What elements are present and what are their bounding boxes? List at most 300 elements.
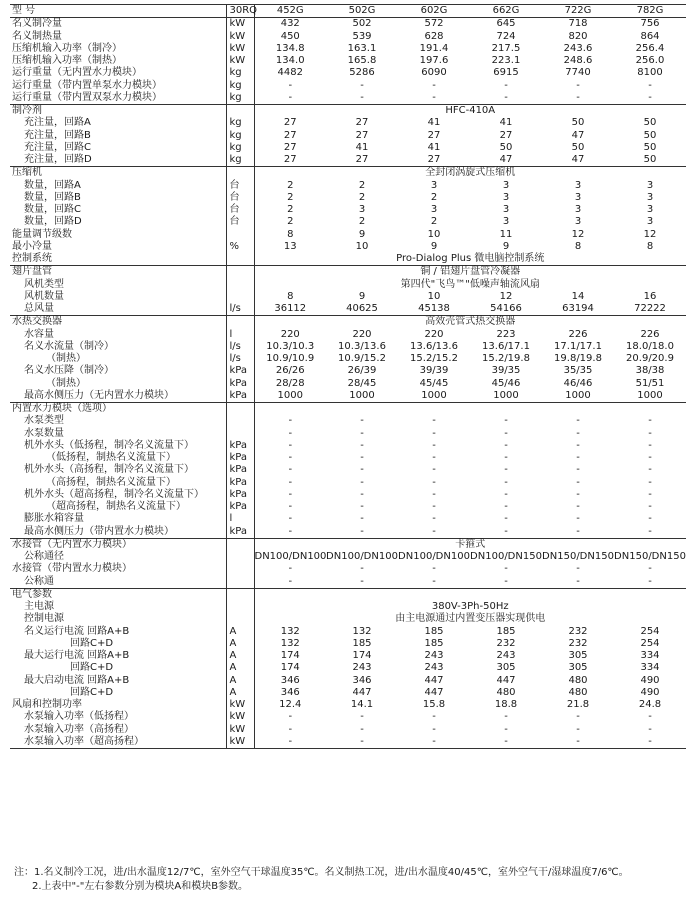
unit: A	[226, 638, 254, 650]
value-502g: 27	[355, 117, 369, 129]
row-label: 运行重量（无内置水力模块）	[10, 67, 226, 79]
value-502g: 27	[355, 129, 369, 141]
value-602g: 2	[430, 191, 438, 203]
value-602g: 197.6	[419, 55, 449, 67]
value-662g: -	[504, 415, 508, 427]
value-722g: 305	[568, 662, 588, 674]
value-602g: 39/39	[419, 365, 449, 377]
value-782g: 490	[640, 674, 660, 686]
merged-value: 高效壳管式热交换器	[425, 316, 516, 328]
table-row	[10, 736, 686, 749]
value-722g: -	[576, 427, 580, 439]
value-452g: 2	[287, 179, 294, 191]
value-602g: -	[432, 501, 436, 513]
value-602g: -	[432, 427, 436, 439]
value-662g: 12	[499, 290, 513, 302]
value-662g: 6915	[493, 67, 519, 79]
value-722g: 12	[571, 228, 585, 240]
value-722g: DN150/DN150	[542, 551, 614, 563]
table-row	[10, 403, 686, 416]
value-782g: -	[648, 723, 652, 735]
table-row	[10, 55, 686, 67]
value-602g: -	[432, 711, 436, 723]
value-722g: -	[576, 723, 580, 735]
unit	[226, 588, 254, 601]
value-602g: -	[432, 476, 436, 488]
row-label: 风机类型	[10, 279, 226, 291]
value-722g: -	[576, 415, 580, 427]
row-label: 压缩机输入功率（制冷）	[10, 43, 226, 55]
unit: l	[226, 329, 254, 341]
value-662g: 223.1	[491, 55, 521, 67]
value-662g: -	[470, 736, 542, 749]
value-452g: -	[254, 92, 326, 105]
value-722g: 305	[568, 650, 588, 662]
row-label: 水容量	[10, 329, 226, 341]
value-502g: 14.1	[350, 699, 374, 711]
spec-table-body	[10, 5, 686, 749]
unit: l/s	[226, 353, 254, 365]
value-782g	[614, 403, 686, 416]
value-502g: 28/45	[347, 377, 377, 389]
unit	[226, 167, 254, 180]
value-502g: 2	[358, 216, 366, 228]
value-602g: DN100/DN100	[398, 551, 470, 563]
value-602g: -	[432, 452, 436, 464]
row-label: 名义水流量（制冷）	[10, 341, 226, 353]
merged-value: Pro-Dialog Plus 微电脑控制系统	[254, 253, 686, 266]
value-722g: -	[576, 501, 580, 513]
merged-value: HFC-410A	[445, 105, 496, 117]
table-row	[10, 724, 686, 736]
value-452g: 2	[287, 191, 294, 203]
value-782g: 8	[646, 240, 654, 252]
row-label: 名义运行电流 回路A+B	[10, 626, 226, 638]
value-782g: -	[648, 452, 652, 464]
value-662g: 54166	[470, 303, 542, 316]
table-row	[10, 365, 686, 377]
value-602g: -	[398, 92, 470, 105]
value-452g: -	[288, 439, 293, 451]
row-label: 翅片盘管	[10, 266, 226, 279]
value-782g: 50	[643, 117, 657, 129]
value-722g: 46/46	[563, 377, 593, 389]
value-662g: 243	[496, 650, 516, 662]
value-722g: 3	[574, 216, 582, 228]
table-row	[10, 415, 686, 427]
table-row	[10, 266, 686, 279]
table-row	[10, 613, 686, 625]
table-row	[10, 675, 686, 687]
value-602g: -	[398, 736, 470, 749]
unit: A	[226, 675, 254, 687]
value-782g: -	[648, 501, 652, 513]
value-602g: 41	[427, 141, 441, 153]
value-722g: 17.1/17.1	[554, 340, 602, 352]
unit: kg	[226, 154, 254, 167]
table-row	[10, 538, 686, 551]
value-662g: -	[504, 513, 508, 525]
value-502g: 41	[355, 141, 369, 153]
value-662g: 217.5	[491, 42, 521, 54]
value-662g: 13.6/17.1	[482, 340, 530, 352]
row-label: 水接管（带内置水力模块）	[10, 563, 226, 575]
value-782g: 12	[643, 228, 657, 240]
value-452g: -	[254, 736, 326, 749]
value-722g	[542, 403, 614, 416]
table-row	[10, 105, 686, 118]
value-722g: 3	[574, 191, 582, 203]
value-722g: 47	[571, 129, 585, 141]
value-662g: -	[504, 723, 508, 735]
table-row	[10, 650, 686, 662]
unit: A	[226, 662, 254, 674]
value-602g: -	[432, 464, 436, 476]
unit	[226, 316, 254, 329]
value-722g: 820	[568, 30, 588, 42]
row-label: 公称通	[10, 576, 226, 589]
value-782g: 38/38	[635, 365, 665, 377]
value-722g: 3	[574, 179, 582, 191]
row-label: 水泵输入功率（低扬程）	[10, 711, 226, 723]
value-502g: 2	[358, 191, 366, 203]
value-452g: 134.8	[275, 42, 305, 54]
unit: kW	[226, 724, 254, 736]
value-782g: 8100	[637, 67, 663, 79]
value-662g: 41	[499, 117, 513, 129]
value-502g: -	[360, 464, 364, 476]
value-662g: 15.2/19.8	[482, 353, 530, 365]
value-782g: 3	[646, 191, 654, 203]
value-452g: 132	[280, 625, 300, 637]
table-row	[10, 192, 686, 204]
row-label: 水热交换器	[10, 316, 226, 329]
value-602g: 572	[424, 18, 444, 30]
unit	[226, 428, 254, 440]
value-452g: 4482	[277, 67, 303, 79]
unit: 台	[226, 180, 254, 192]
value-452g: -	[254, 526, 326, 539]
row-label: （制热）	[10, 353, 226, 365]
row-label: 压缩机	[10, 167, 226, 180]
table-row	[10, 167, 686, 180]
value-782g: 1000	[614, 390, 686, 403]
table-row	[10, 626, 686, 638]
row-label: 压缩机输入功率（制热）	[10, 55, 226, 67]
value-452g: 134.0	[275, 55, 305, 67]
notes	[14, 866, 629, 894]
value-452g: 450	[280, 30, 300, 42]
table-row	[10, 513, 686, 525]
value-502g: 27	[326, 154, 398, 167]
unit: kPa	[226, 440, 254, 452]
unit: A	[226, 626, 254, 638]
value-502g: -	[360, 488, 364, 500]
value-662g: 3	[502, 191, 510, 203]
unit: kPa	[226, 477, 254, 489]
value-502g: -	[326, 736, 398, 749]
value-782g: 226	[640, 328, 660, 340]
value-782g: -	[648, 488, 652, 500]
value-722g: -	[576, 488, 580, 500]
value-502g: 220	[352, 328, 372, 340]
value-662g: -	[504, 464, 508, 476]
value-502g: 1000	[326, 390, 398, 403]
row-label: 最小冷量	[10, 241, 226, 253]
value-722g: 50	[571, 141, 585, 153]
value-782g: -	[614, 736, 686, 749]
row-label: 回路C+D	[10, 662, 226, 674]
value-452g: 346	[280, 674, 300, 686]
value-502g: 2	[358, 179, 366, 191]
value-782g: -	[648, 439, 652, 451]
value-452g: -	[288, 452, 293, 464]
row-label: 水泵数量	[10, 428, 226, 440]
value-602g: 447	[424, 686, 444, 698]
table-row	[10, 576, 686, 589]
value-452g: 432	[280, 18, 300, 30]
value-602g: -	[432, 563, 436, 575]
value-782g: 72222	[614, 303, 686, 316]
table-row	[10, 291, 686, 303]
value-602g: 628	[424, 30, 444, 42]
unit: 30RQ	[226, 5, 254, 18]
unit: kPa	[226, 390, 254, 403]
row-label: 膨胀水箱容量	[10, 513, 226, 525]
value-452g: 36112	[254, 303, 326, 316]
unit: %	[226, 241, 254, 253]
value-452g: DN100/DN100	[254, 551, 327, 563]
unit	[226, 229, 254, 241]
value-452g: 174	[280, 650, 300, 662]
value-502g: -	[360, 563, 364, 575]
value-662g: -	[470, 576, 542, 589]
value-602g: 185	[424, 625, 444, 637]
row-label: 风机数量	[10, 291, 226, 303]
row-label: （高扬程，制热名义流量下）	[10, 477, 226, 489]
unit	[226, 551, 254, 563]
unit: A	[226, 687, 254, 699]
value-452g: 27	[283, 117, 297, 129]
table-row	[10, 526, 686, 539]
table-row	[10, 117, 686, 129]
value-722g: -	[576, 439, 580, 451]
row-label: 名义制冷量	[10, 18, 226, 31]
value-662g: 447	[496, 674, 516, 686]
merged-value: 第四代"飞鸟™"低噪声轴流风扇	[400, 278, 540, 290]
value-452g: -	[254, 576, 326, 589]
merged-value: 全封闭涡旋式压缩机	[425, 167, 516, 179]
value-502g: 5286	[349, 67, 375, 79]
value-602g: 243	[424, 662, 444, 674]
value-502g: 10.3/13.6	[338, 340, 386, 352]
unit: kg	[226, 130, 254, 142]
value-662g: 3	[502, 179, 510, 191]
row-label: 回路C+D	[10, 638, 226, 650]
unit: kW	[226, 43, 254, 55]
value-502g: 447	[352, 686, 372, 698]
value-602g: 27	[398, 154, 470, 167]
value-452g: 1000	[254, 390, 326, 403]
value-502g: 9	[358, 290, 366, 302]
row-label: 水泵类型	[10, 415, 226, 427]
value-662g: 724	[496, 30, 516, 42]
value-502g: -	[360, 452, 364, 464]
value-662g	[470, 403, 542, 416]
value-602g: 15.2/15.2	[410, 353, 458, 365]
value-722g: 7740	[565, 67, 591, 79]
value-662g: 50	[499, 141, 513, 153]
value-602g: 3	[430, 179, 438, 191]
value-602g: 191.4	[419, 42, 449, 54]
table-row	[10, 440, 686, 452]
value-502g: 26/39	[347, 365, 377, 377]
unit	[226, 538, 254, 551]
value-662g: -	[504, 488, 508, 500]
unit: 台	[226, 192, 254, 204]
value-722g: -	[542, 736, 614, 749]
value-722g: 47	[542, 154, 614, 167]
table-row	[10, 229, 686, 241]
value-602g: -	[432, 723, 436, 735]
value-502g: 132	[352, 625, 372, 637]
value-502g	[326, 403, 398, 416]
row-label: 水接管（无内置水力模块）	[10, 538, 226, 551]
value-602g: 3	[430, 204, 438, 216]
value-502g: -	[326, 526, 398, 539]
value-662g: 39/35	[491, 365, 521, 377]
table-row	[10, 687, 686, 699]
value-452g: 220	[280, 328, 300, 340]
value-722g: 480	[568, 674, 588, 686]
value-502g: -	[360, 427, 364, 439]
value-452g: 452G	[254, 5, 326, 18]
value-502g: 163.1	[347, 42, 377, 54]
unit	[226, 105, 254, 118]
unit: l/s	[226, 341, 254, 353]
value-452g: 10.3/10.3	[266, 340, 315, 352]
table-row	[10, 428, 686, 440]
table-row	[10, 341, 686, 353]
value-602g: -	[432, 439, 436, 451]
value-782g: 256.0	[635, 55, 665, 67]
value-452g: 10.9/10.9	[266, 353, 315, 365]
row-label: 运行重量（带内置单泵水力模块）	[10, 80, 226, 92]
unit: kg	[226, 67, 254, 79]
unit	[226, 291, 254, 303]
row-label: 数量，回路D	[10, 216, 226, 228]
value-782g: -	[648, 79, 652, 91]
unit	[226, 601, 254, 613]
value-662g: -	[504, 427, 508, 439]
value-782g: -	[648, 427, 652, 439]
unit: l	[226, 513, 254, 525]
value-502g: -	[360, 476, 364, 488]
table-row	[10, 662, 686, 674]
value-452g: 8	[287, 290, 294, 302]
row-label: 机外水头（高扬程，制冷名义流量下）	[10, 464, 226, 476]
value-722g: 1000	[542, 390, 614, 403]
unit: l/s	[226, 303, 254, 316]
value-782g: -	[648, 415, 652, 427]
value-662g: -	[504, 711, 508, 723]
value-662g: 9	[502, 240, 510, 252]
table-row	[10, 711, 686, 723]
unit	[226, 253, 254, 266]
value-502g: 346	[352, 674, 372, 686]
value-662g: 3	[502, 204, 510, 216]
value-502g: -	[360, 79, 364, 91]
table-row	[10, 279, 686, 291]
value-722g	[542, 588, 614, 601]
row-label: 水泵输入功率（高扬程）	[10, 724, 226, 736]
value-782g: 24.8	[638, 699, 662, 711]
row-label: （超高扬程，制热名义流量下）	[10, 501, 226, 513]
row-label: 电气参数	[10, 588, 226, 601]
row-label: 充注量，回路A	[10, 117, 226, 129]
value-662g: 3	[502, 216, 510, 228]
value-602g: 602G	[398, 5, 470, 18]
value-662g: 480	[496, 686, 516, 698]
table-row	[10, 551, 686, 563]
value-602g: 220	[424, 328, 444, 340]
value-452g: -	[288, 464, 293, 476]
value-722g: 63194	[542, 303, 614, 316]
value-502g: 3	[358, 204, 366, 216]
value-782g: -	[614, 526, 686, 539]
table-row	[10, 489, 686, 501]
table-row	[10, 204, 686, 216]
spec-table	[10, 4, 686, 749]
value-452g: 13	[283, 240, 297, 252]
value-452g: 174	[280, 662, 300, 674]
value-782g: 16	[643, 290, 657, 302]
unit	[226, 613, 254, 625]
merged-value: 380V-3Ph-50Hz	[431, 601, 509, 613]
value-662g: -	[504, 501, 508, 513]
row-label: 制冷剂	[10, 105, 226, 118]
value-602g: 13.6/13.6	[410, 340, 458, 352]
value-452g: -	[288, 427, 293, 439]
value-662g: 223	[496, 328, 516, 340]
value-502g: 174	[352, 650, 372, 662]
value-502g: -	[360, 501, 364, 513]
row-label: 总风量	[10, 303, 226, 316]
value-782g: -	[648, 464, 652, 476]
value-782g: 256.4	[635, 42, 665, 54]
value-782g: -	[614, 576, 686, 589]
value-602g: 1000	[398, 390, 470, 403]
value-602g: -	[432, 488, 436, 500]
value-722g: 3	[574, 204, 582, 216]
value-602g: 10	[427, 290, 441, 302]
table-row	[10, 130, 686, 142]
row-label: 最大运行电流 回路A+B	[10, 650, 226, 662]
row-label: 充注量，回路C	[10, 142, 226, 154]
value-602g	[398, 403, 470, 416]
value-502g: -	[360, 439, 364, 451]
value-722g: -	[576, 452, 580, 464]
unit: kW	[226, 736, 254, 749]
table-row	[10, 18, 686, 31]
table-row	[10, 180, 686, 192]
value-722g: 226	[568, 328, 588, 340]
row-label: 内置水力模块（选项）	[10, 403, 226, 416]
value-662g: 305	[496, 662, 516, 674]
value-782g: 756	[640, 18, 660, 30]
value-502g: 10.9/15.2	[338, 353, 386, 365]
value-452g	[254, 588, 326, 601]
